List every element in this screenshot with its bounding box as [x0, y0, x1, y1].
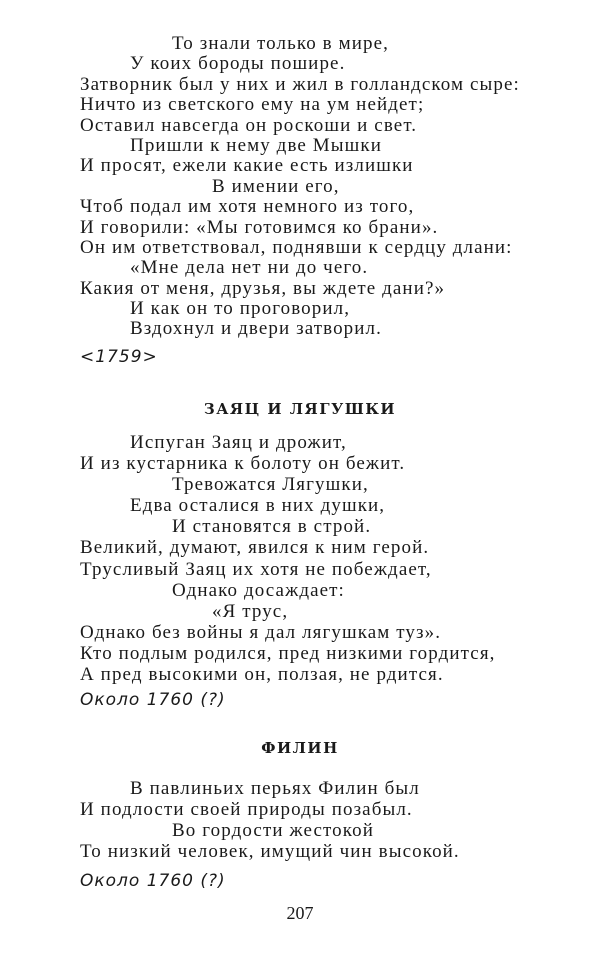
verse-line: Вздохнул и двери затворил.	[130, 318, 382, 340]
verse-line: Испуган Заяц и дрожит,	[130, 432, 347, 453]
verse-line: У коих бороды пошире.	[130, 53, 346, 75]
verse-line: Чтоб подал им хотя немного из того,	[80, 196, 415, 218]
verse-line: Оставил навсегда он роскоши и свет.	[80, 114, 418, 136]
poem-1-text	[80, 34, 560, 340]
poem-2-text	[80, 432, 560, 685]
verse-line: А пред высокими он, ползая, не рдится.	[80, 664, 444, 686]
page-number: 207	[286, 903, 314, 923]
verse-line: И говорили: «Мы готовимся ко брани».	[80, 216, 439, 238]
verse-line: Пришли к нему две Мышки	[130, 134, 382, 156]
verse-line: И просят, ежели какие есть излишки	[80, 155, 414, 177]
verse-line: Едва осталися в них душки,	[130, 495, 386, 517]
verse-line: Тревожатся Лягушки,	[172, 474, 369, 496]
verse-line: Затворник был у них и жил в голландском сыре:	[80, 73, 520, 95]
verse-line: Великий, думают, явился к ним герой.	[80, 537, 430, 559]
verse-line: Ничто из светского ему на ум нейдет;	[80, 94, 425, 116]
poem-3-text	[80, 778, 560, 862]
verse-line: Во гордости жестокой	[172, 820, 374, 842]
poem-2-title: ЗАЯЦ И ЛЯГУШКИ	[203, 400, 397, 418]
verse-line: Он им ответствовал, поднявши к сердцу длани:	[80, 236, 513, 258]
verse-line: Трусливый Заяц их хотя не побеждает,	[80, 558, 432, 580]
verse-line: Кто подлым родился, пред низкими гордится,	[80, 642, 496, 664]
poem-3-date: Около 1760 (?)	[80, 871, 226, 891]
verse-line: В имении его,	[212, 175, 340, 197]
verse-line: «Я трус,	[212, 600, 289, 622]
verse-line: И как он то проговорил,	[130, 298, 351, 320]
verse-line: «Мне дела нет ни до чего.	[130, 257, 369, 279]
verse-line: И подлости своей природы позабыл.	[80, 799, 413, 821]
verse-line: И из кустарника к болоту он бежит.	[80, 453, 406, 475]
verse-line: И становятся в строй.	[172, 516, 372, 538]
poem-3-title: ФИЛИН	[261, 739, 339, 757]
poem-2-date: Около 1760 (?)	[80, 690, 226, 710]
verse-line: Однако без войны я дал лягушкам туз».	[80, 621, 442, 643]
verse-line: В павлиньих перьях Филин был	[130, 778, 420, 799]
verse-line: То низкий человек, имущий чин высокой.	[80, 841, 460, 863]
verse-line: То знали только в мире,	[172, 33, 389, 54]
poem-1-date: <1759>	[80, 347, 158, 367]
verse-line: Однако досаждает:	[172, 579, 345, 601]
verse-line: Какия от меня, друзья, вы ждете дани?»	[80, 277, 446, 299]
